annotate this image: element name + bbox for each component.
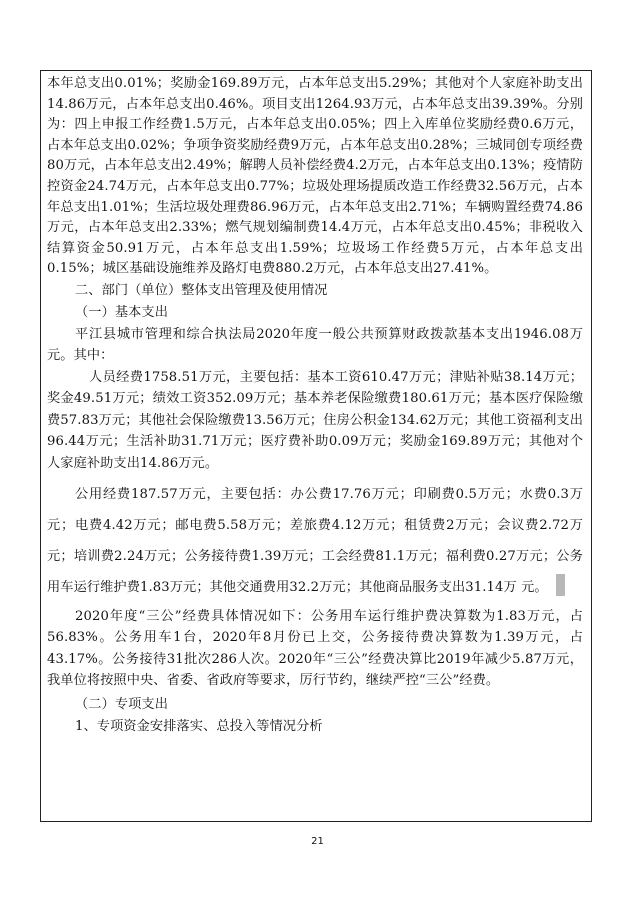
carryover-paragraph: 本年总支出0.01%；奖励金169.89万元，占本年总支出5.29%；其他对个人家庭补助支出14.86万元，占本年总支出0.46%。项目支出1264.93万元，占本年总支出39.39%。分别为：四上申报工作经费1.5万元，占本年总支出0.05%；四上入库单位奖励经费0.6万元，占本年总支出0.02%；争项争资奖励经费9万元，占本年总支出0.28%；三城同创专项经费80万元，占本年总支出2.49%；解聘人员补偿经费4.2万元，占本年总支出0.13%；疫情防控资金24.74万元，占本年总支出0.77%；垃圾处理场提质改造工作经费32.56万元，占本年总支出1.01%；生活垃圾处理费86.96万元，占本年总支出2.71%；车辆购置经费74.86万元，占本年总支出2.33%；燃气规划编制费14.4万元，占本年总支出0.45%；非税收入结算资金50.91万元，占本年总支出1.59%；垃圾场工作经费5万元，占本年总支出0.15%；城区基础设施维养及路灯电费880.2万元，占本年总支出27.41%。: [47, 76, 583, 277]
subsection-heading-special: （二）专项支出: [75, 696, 169, 712]
section-heading: 二、部门（单位）整体支出管理及使用情况: [75, 282, 328, 298]
public-expenditure-text: 公用经费187.57万元，主要包括：办公费17.76万元；印刷费0.5万元；水费0.3万元；电费4.42万元；邮电费5.58万元；差旅费4.12万元；租赁费2万元；会议费2.72万元；培训费2.24万元；公务接待费1.39万元；工会经费81.1万元；福利费0.27万元；公务用车运行维护费1.83万元；其他交通费用32.2万元；其他商品服务支出31.14万 元。: [47, 487, 583, 595]
document-body: [47, 74, 583, 738]
text-cursor-mark: [556, 574, 565, 596]
basic-expenditure-intro: 平江县城市管理和综合执法局2020年度一般公共预算财政拨款基本支出1946.08万元。其中：: [47, 326, 583, 364]
page-number: 21: [311, 836, 324, 847]
personnel-expenditure-paragraph: 人员经费1758.51万元，主要包括：基本工资610.47万元；津贴补贴38.14万元；奖金49.51万元；绩效工资352.09万元；基本养老保险缴费180.61万元；基本医疗保险缴费57.83万元；其他社会保险缴费13.56万元；住房公积金134.62万元；其他工资福利支出96.44万元；生活补助31.71万元；医疗费补助0.09万元；奖励金169.89万元；其他对个人家庭补助支出14.86万元。: [47, 369, 583, 471]
three-public-paragraph: 2020年度“三公”经费具体情况如下：公务用车运行维护费决算数为1.83万元，占56.83%。公务用车1台，2020年8月份已上交，公务接待费决算数为1.39万元，占43.17%。公务接待31批次286人次。2020年“三公”经费决算比2019年减少5.87万元，我单位将按照中央、省委、省政府等要求，厉行节约，继续严控“三公”经费。: [47, 608, 583, 689]
special-item-heading: 1、专项资金安排落实、总投入等情况分析: [75, 718, 323, 734]
subsection-heading-basic: （一）基本支出: [75, 304, 169, 320]
public-expenditure-paragraph: [47, 480, 583, 603]
